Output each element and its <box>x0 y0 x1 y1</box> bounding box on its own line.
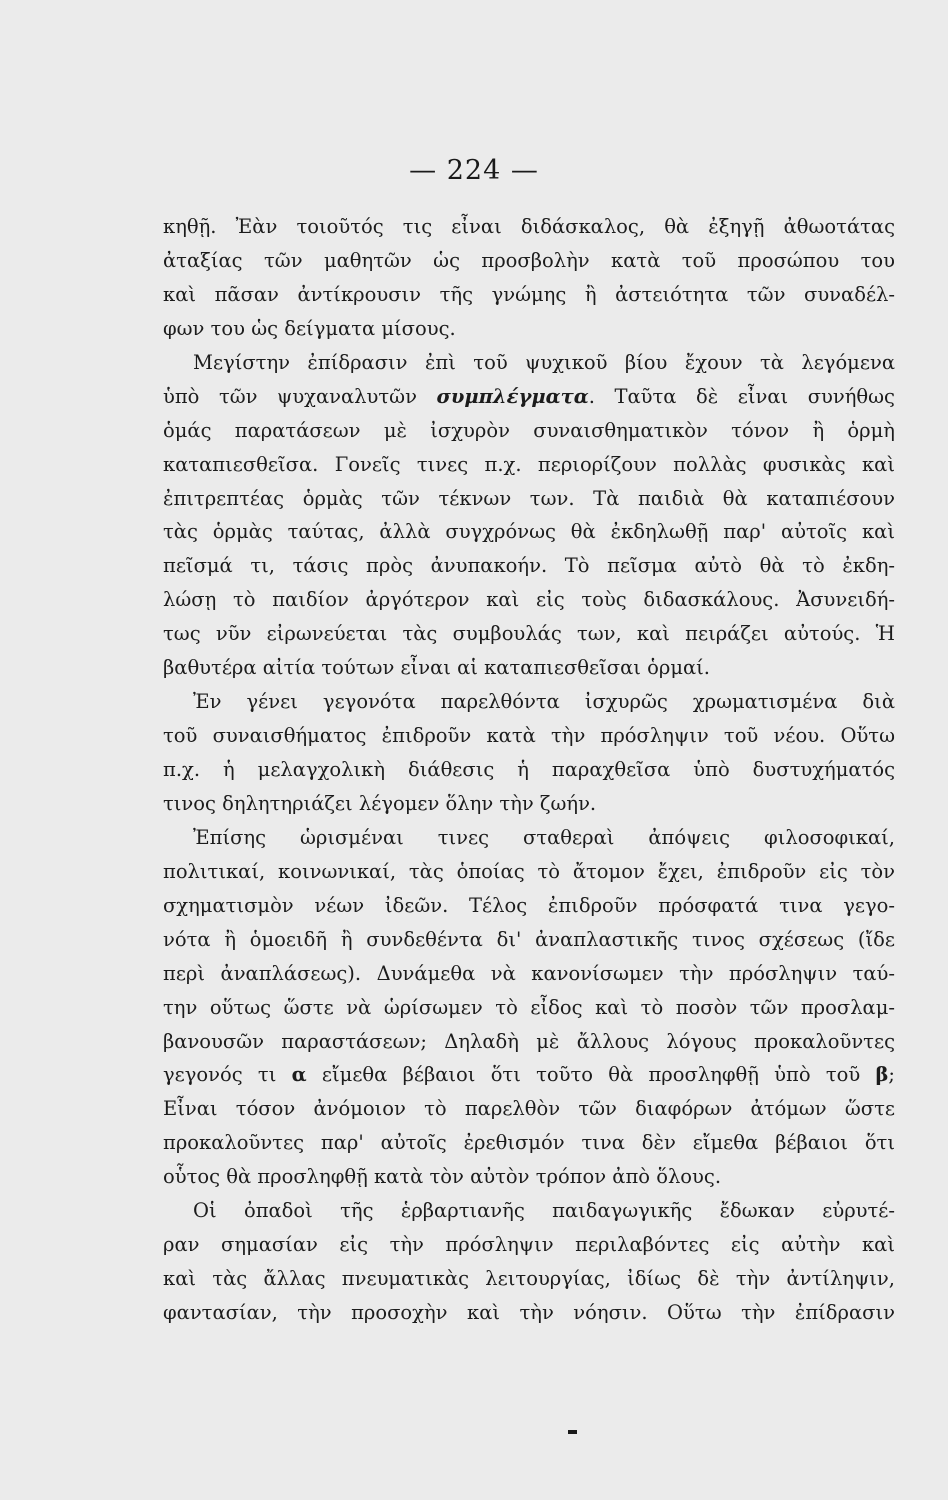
print-mark <box>568 1430 577 1434</box>
text-line: τινος δηλητηριάζει λέγομεν ὅλην τὴν ζωήν. <box>163 791 597 815</box>
text-span: γεγονός τι <box>163 1063 292 1087</box>
text-line <box>163 1058 895 1092</box>
text-line <box>163 380 895 414</box>
emphasized-term: συμπλέγματα <box>436 384 589 408</box>
text-line: βαθυτέρα αἰτία τούτων εἶναι αἱ καταπιεσθεῖσαι ὁρμαί. <box>163 656 711 680</box>
text-line: τως νῦν εἰρωνεύεται τὰς συμβουλάς των, καὶ πειράζει αὐτούς. Ἡ <box>163 622 895 646</box>
text-line: π.χ. ἡ μελαγχολικὴ διάθεσις ἡ παραχθεῖσα ὑπὸ δυστυχήματός <box>163 758 895 781</box>
text-line: τὰς ὁρμὰς ταύτας, ἀλλὰ συγχρόνως θὰ ἐκδηλωθῇ παρ' αὐτοῖς καὶ <box>163 520 895 544</box>
paragraph-start-line: Ἐν γένει γεγονότα παρελθόντα ἰσχυρῶς χρωματισμένα διὰ <box>193 690 895 714</box>
paragraph-start-line: Μεγίστην ἐπίδρασιν ἐπὶ τοῦ ψυχικοῦ βίου ἔχουν τὰ λεγόμενα <box>193 350 895 374</box>
text-line: ἀταξίας τῶν μαθητῶν ὡς προσβολὴν κατὰ τοῦ προσώπου του <box>163 248 895 272</box>
text-line: περὶ ἀναπλάσεως). Δυνάμεθα νὰ κανονίσωμεν τὴν πρόσληψιν ταύ- <box>163 961 895 985</box>
symbol-beta: β <box>875 1063 889 1087</box>
text-span: ὑπὸ τῶν ψυχαναλυτῶν <box>163 384 437 408</box>
text-line: καὶ τὰς ἄλλας πνευματικὰς λειτουργίας, ἰδίως δὲ τὴν ἀντίληψιν, <box>163 1267 895 1291</box>
text-line: ἐπιτρεπτέας ὁρμὰς τῶν τέκνων των. Τὰ παιδιὰ θὰ καταπιέσουν <box>163 486 895 510</box>
text-line: λώσῃ τὸ παιδίον ἀργότερον καὶ εἰς τοὺς διδασκάλους. Ἀσυνειδή- <box>163 588 895 612</box>
paragraph-start-line: Οἱ ὀπαδοὶ τῆς ἑρβαρτιανῆς παιδαγωγικῆς ἔδωκαν εὐρυτέ- <box>193 1199 895 1223</box>
text-line: πεῖσμά τι, τάσις πρὸς ἀνυπακοήν. Τὸ πεῖσμα αὐτὸ θὰ τὸ ἐκδη- <box>163 554 895 578</box>
text-line: ραν σημασίαν εἰς τὴν πρόσληψιν περιλαβόντες εἰς αὐτὴν καὶ <box>163 1233 895 1257</box>
body-text <box>163 210 895 1330</box>
text-span: . Ταῦτα δὲ εἶναι συνήθως <box>588 384 895 408</box>
text-line: την οὕτως ὥστε νὰ ὡρίσωμεν τὸ εἶδος καὶ τὸ ποσὸν τῶν προσλαμ- <box>163 995 895 1019</box>
text-line: κηθῇ. Ἐὰν τοιοῦτός τις εἶναι διδάσκαλος, θὰ ἐξηγῇ ἀθωοτάτας <box>163 215 895 238</box>
text-line: βανουσῶν παραστάσεων; Δηλαδὴ μὲ ἄλλους λόγους προκαλοῦντες <box>163 1029 895 1053</box>
text-line: σχηματισμὸν νέων ἰδεῶν. Τέλος ἐπιδροῦν πρόσφατά τινα γεγο- <box>163 893 895 917</box>
page-number: — 224 — <box>409 155 539 186</box>
text-line: καταπιεσθεῖσα. Γονεῖς τινες π.χ. περιορίζουν πολλὰς φυσικὰς καὶ <box>163 452 895 476</box>
text-span: εἴμεθα βέβαιοι ὅτι τοῦτο θὰ προσληφθῇ ὑπὸ τοῦ <box>306 1063 876 1087</box>
text-line: οὗτος θὰ προσληφθῇ κατὰ τὸν αὐτὸν τρόπον ἀπὸ ὅλους. <box>163 1165 722 1189</box>
text-line: ὁμάς παρατάσεων μὲ ἰσχυρὸν συναισθηματικὸν τόνον ἢ ὁρμὴ <box>163 418 895 442</box>
symbol-alpha: α <box>291 1063 307 1087</box>
text-line: καὶ πᾶσαν ἀντίκρουσιν τῆς γνώμης ἢ ἀστειότητα τῶν συναδέλ- <box>163 282 895 306</box>
paragraph-start-line: Ἐπίσης ὡρισμέναι τινες σταθεραὶ ἀπόψεις φιλοσοφικαί, <box>193 825 895 849</box>
text-line: προκαλοῦντες παρ' αὐτοῖς ἐρεθισμόν τινα δὲν εἴμεθα βέβαιοι ὅτι <box>163 1131 895 1155</box>
text-line: φαντασίαν, τὴν προσοχὴν καὶ τὴν νόησιν. Οὕτω τὴν ἐπίδρασιν <box>163 1301 895 1324</box>
text-line: τοῦ συναισθήματος ἐπιδροῦν κατὰ τὴν πρόσληψιν τοῦ νέου. Οὕτω <box>163 724 895 748</box>
text-span: ; <box>888 1063 895 1087</box>
text-line: πολιτικαί, κοινωνικαί, τὰς ὁποίας τὸ ἄτομον ἔχει, ἐπιδροῦν εἰς τὸν <box>163 859 895 883</box>
text-line: νότα ἢ ὁμοειδῆ ἢ συνδεθέντα δι' ἀναπλαστικῆς τινος σχέσεως (ἴδε <box>163 927 895 951</box>
text-line: φων του ὡς δείγματα μίσους. <box>163 316 456 340</box>
text-line: Εἶναι τόσον ἀνόμοιον τὸ παρελθὸν τῶν διαφόρων ἀτόμων ὥστε <box>163 1097 895 1121</box>
